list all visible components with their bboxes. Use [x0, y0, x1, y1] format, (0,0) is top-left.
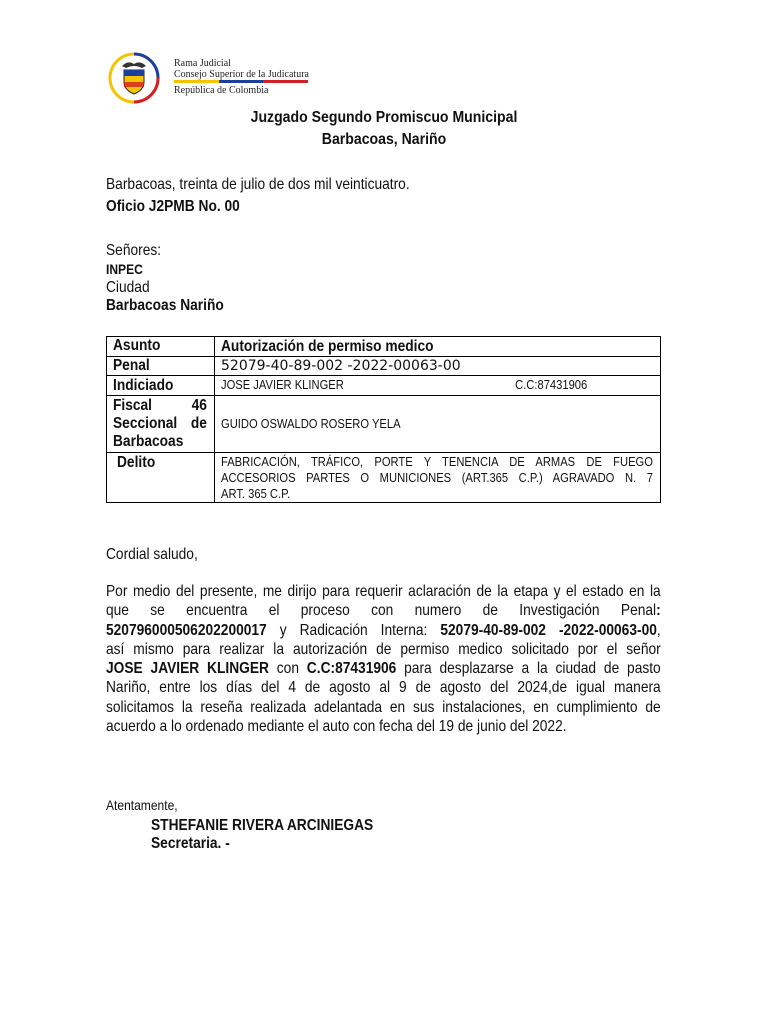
body-line-6: Nariño, entre los días del 4 de agosto al 9 de agosto del 2024,de igual manera	[106, 679, 661, 697]
delito-line-3: ART. 365 C.P.	[221, 486, 291, 501]
body-line-5: JOSE JAVIER KLINGER con C.C:87431906 para desplazarse a la ciudad de pasto	[106, 660, 661, 678]
asunto-value: Autorización de permiso medico	[221, 338, 434, 355]
court-name: Juzgado Segundo Promiscuo Municipal	[250, 109, 518, 126]
delito-line-1: FABRICACIÓN, TRÁFICO, PORTE Y TENENCIA DE ARMAS DE FUEGO	[221, 454, 653, 469]
delito-label: Delito	[117, 454, 156, 471]
greeting: Cordial saludo,	[106, 546, 198, 563]
fiscal-value-cell	[215, 396, 661, 453]
fiscal-value: GUIDO OSWALDO ROSERO YELA	[221, 416, 401, 431]
fiscal-label-cell	[107, 396, 215, 453]
indiciado-label-cell	[107, 376, 215, 396]
indiciado-cc: C.C:87431906	[515, 377, 588, 392]
body-line-4: así mismo para realizar la autorización de permiso medico solicitado por el señor	[106, 640, 661, 658]
table-row	[107, 396, 661, 453]
letterhead-flag-divider	[174, 80, 308, 83]
indiciado-value-cell	[215, 376, 661, 396]
delito-line-2: ACCESORIOS PARTES O MUNICIONES (ART.365 C.P.) AGRAVADO N. 7	[221, 470, 653, 485]
case-details-table	[106, 336, 661, 503]
body-line-2: que se encuentra el proceso con numero de Investigación Penal:	[106, 602, 661, 620]
table-row	[107, 376, 661, 396]
recipient-salutation: Señores:	[106, 242, 162, 259]
recipient-city-label: Ciudad	[106, 279, 150, 296]
fiscal-label-line-1: Fiscal 46	[113, 397, 207, 414]
indiciado-name: JOSE JAVIER KLINGER	[221, 377, 344, 392]
delito-value-cell	[215, 453, 661, 503]
asunto-label-cell	[107, 337, 215, 357]
table-row	[107, 337, 661, 357]
penal-label: Penal	[113, 357, 150, 374]
indiciado-label: Indiciado	[113, 377, 174, 394]
signer-name: STHEFANIE RIVERA ARCINIEGAS	[151, 817, 374, 834]
body-line-8: acuerdo a lo ordenado mediante el auto con fecha del 19 de junio del 2022.	[106, 718, 567, 736]
letterhead-line-3: República de Colombia	[174, 85, 269, 96]
delito-label-cell	[107, 453, 215, 503]
body-line-1: Por medio del presente, me dirijo para requerir aclaración de la etapa y el estado en la	[106, 583, 661, 600]
letterhead-line-1: Rama Judicial	[174, 58, 231, 69]
body-line-7: solicitamos la reseña realizada adelantada en sus instalaciones, en cumplimiento de	[106, 698, 661, 716]
recipient-name: INPEC	[106, 261, 143, 277]
asunto-label: Asunto	[113, 337, 161, 354]
oficio-number: Oficio J2PMB No. 00	[106, 198, 240, 215]
table-row	[107, 357, 661, 376]
body-line-3: 520796000506202200017 y Radicación Interna: 52079-40-89-002 -2022-00063-00,	[106, 621, 661, 639]
body-paragraph	[106, 582, 661, 736]
recipient-city: Barbacoas Nariño	[106, 297, 224, 314]
signer-role: Secretaria. -	[151, 835, 230, 852]
court-city: Barbacoas, Nariño	[321, 131, 447, 148]
penal-value-cell	[215, 357, 661, 376]
letterhead-line-2: Consejo Superior de la Judicatura	[174, 69, 309, 80]
fiscal-label-line-2: Seccional de	[113, 415, 207, 432]
penal-value: 52079-40-89-002 -2022-00063-00	[221, 358, 461, 374]
judicial-seal-logo	[108, 52, 160, 104]
asunto-value-cell	[215, 337, 661, 357]
penal-label-cell	[107, 357, 215, 376]
closing-atentamente: Atentamente,	[106, 797, 178, 813]
table-row	[107, 453, 661, 503]
date-line: Barbacoas, treinta de julio de dos mil veinticuatro.	[106, 176, 410, 193]
fiscal-label-line-3: Barbacoas	[113, 433, 184, 450]
